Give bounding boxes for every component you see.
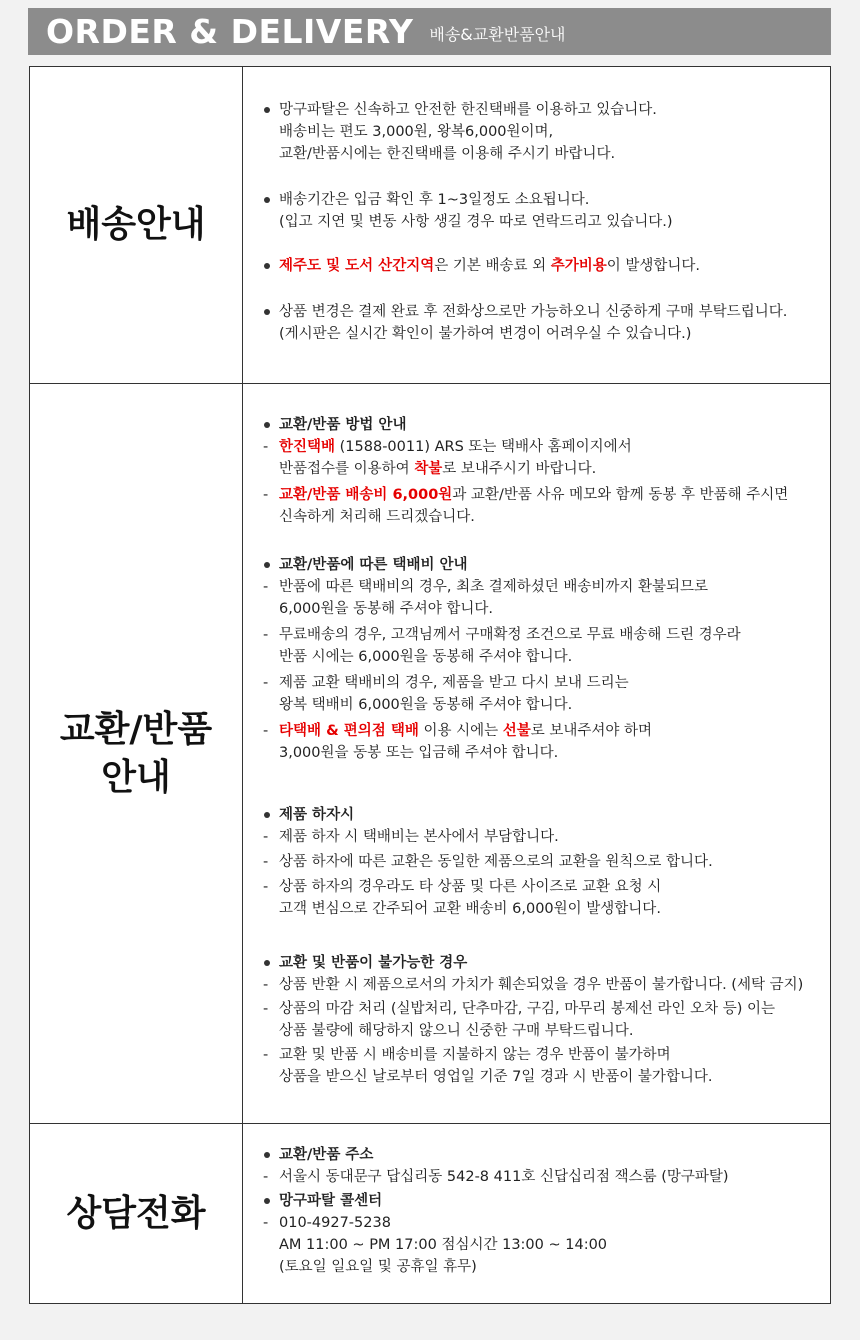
shipping-paragraph-2: 배송기간은 입금 확인 후 1~3일정도 소요됩니다. (입고 지연 및 변동 사항 생길 경우 따로 연락드리고 있습니다.) xyxy=(261,189,826,233)
contact-info xyxy=(261,1144,826,1278)
call-center-heading: 망구파탈 콜센터 xyxy=(261,1190,826,1212)
closed-days: (토요일 일요일 및 공휴일 휴무) xyxy=(279,1259,477,1275)
shipping-paragraph-1: 망구파탈은 신속하고 안전한 한진택배를 이용하고 있습니다. 배송비는 편도 3,000원, 왕복6,000원이며, 교환/반품시에는 한진택배를 이용해 주시기 바랍니다. xyxy=(261,99,826,165)
exchange-method-section: 교환/반품 방법 안내 - 한진택배 (1588-0011) ARS 또는 택배사 홈페이지에서 반품접수를 이용하여 착불로 보내주시기 바랍니다. - 교환/반품 배송비 6,000원과 교환/반품 사유 메모와 함께 동봉 후 반품해 주시면 신속하게 처리해 드리겠습니다. xyxy=(261,414,826,528)
exchange-label: 교환/반품 안내 xyxy=(59,708,213,798)
contact-label: 상담전화 xyxy=(66,1192,206,1234)
defect-section: 제품 하자시 - 제품 하자 시 택배비는 본사에서 부담합니다. - 상품 하자에 따른 교환은 동일한 제품으로의 교환을 원칙으로 합니다. - 상품 하자의 경우라도 타 상품 및 다른 사이즈로 교환 요청 시 고객 변심으로 간주되어 교환 배송비 6,000원이 발생합니다. xyxy=(261,804,826,920)
section-header xyxy=(28,8,831,55)
business-hours: AM 11:00 ~ PM 17:00 점심시간 13:00 ~ 14:00 xyxy=(279,1237,608,1253)
header-title-en: ORDER & DELIVERY xyxy=(46,12,414,51)
header-title-ko: 배송&교환반품안내 xyxy=(429,25,566,44)
contact-row xyxy=(30,1123,830,1303)
shipping-paragraph-3: 제주도 및 도서 산간지역은 기본 배송료 외 추가비용이 발생합니다. xyxy=(261,255,826,277)
exchange-label-cell xyxy=(30,384,243,1123)
address-text: - 서울시 동대문구 답십리동 542-8 411호 신답십리점 잭스룸 (망구파탈) xyxy=(261,1166,826,1188)
exchange-row xyxy=(30,383,830,1123)
contact-content xyxy=(243,1124,830,1303)
info-table xyxy=(29,66,831,1304)
shipping-content xyxy=(243,67,830,383)
shipping-label: 배송안내 xyxy=(66,204,206,245)
shipping-paragraph-4: 상품 변경은 결제 완료 후 전화상으로만 가능하오니 신중하게 구매 부탁드립니다. (게시판은 실시간 확인이 불가하여 변경이 어려우실 수 있습니다.) xyxy=(261,301,826,345)
exchange-fee-section: 교환/반품에 따른 택배비 안내 - 반품에 따른 택배비의 경우, 최초 결제하셨던 배송비까지 환불되므로 6,000원을 동봉해 주셔야 합니다. - 무료배송의 경우, 고객님께서 구매확정 조건으로 무료 배송해 드린 경우라 반품 시에는 6,000원을 동봉해 주셔야 합니다. - 제품 교환 택배비의 경우, 제품을 받고 다시 보내 드리는 왕복 택배비 6,000원을 동봉해 주셔야 합니다. - 타택배 & 편의점 택배 이용 시에는 선불로 보내주셔야 하며 3,000원을 동봉 또는 입금해 주셔야 합니다. xyxy=(261,554,826,764)
phone-number: - 010-4927-5238 xyxy=(261,1212,826,1234)
shipping-row xyxy=(30,67,830,383)
not-allowed-section: 교환 및 반품이 불가능한 경우 - 상품 반환 시 제품으로서의 가치가 훼손되었을 경우 반품이 불가합니다. (세탁 금지) - 상품의 마감 처리 (실밥처리, 단추마감, 구김, 마무리 봉제선 라인 오차 등) 이는 상품 불량에 해당하지 않으니 신중한 구매 부탁드립니다. - 교환 및 반품 시 배송비를 지불하지 않는 경우 반품이 불가하며 상품을 받으신 날로부터 영업일 기준 7일 경과 시 반품이 불가합니다. xyxy=(261,952,826,1088)
address-heading: 교환/반품 주소 xyxy=(261,1144,826,1166)
contact-label-cell xyxy=(30,1124,243,1303)
shipping-label-cell xyxy=(30,67,243,383)
exchange-content xyxy=(243,384,830,1123)
